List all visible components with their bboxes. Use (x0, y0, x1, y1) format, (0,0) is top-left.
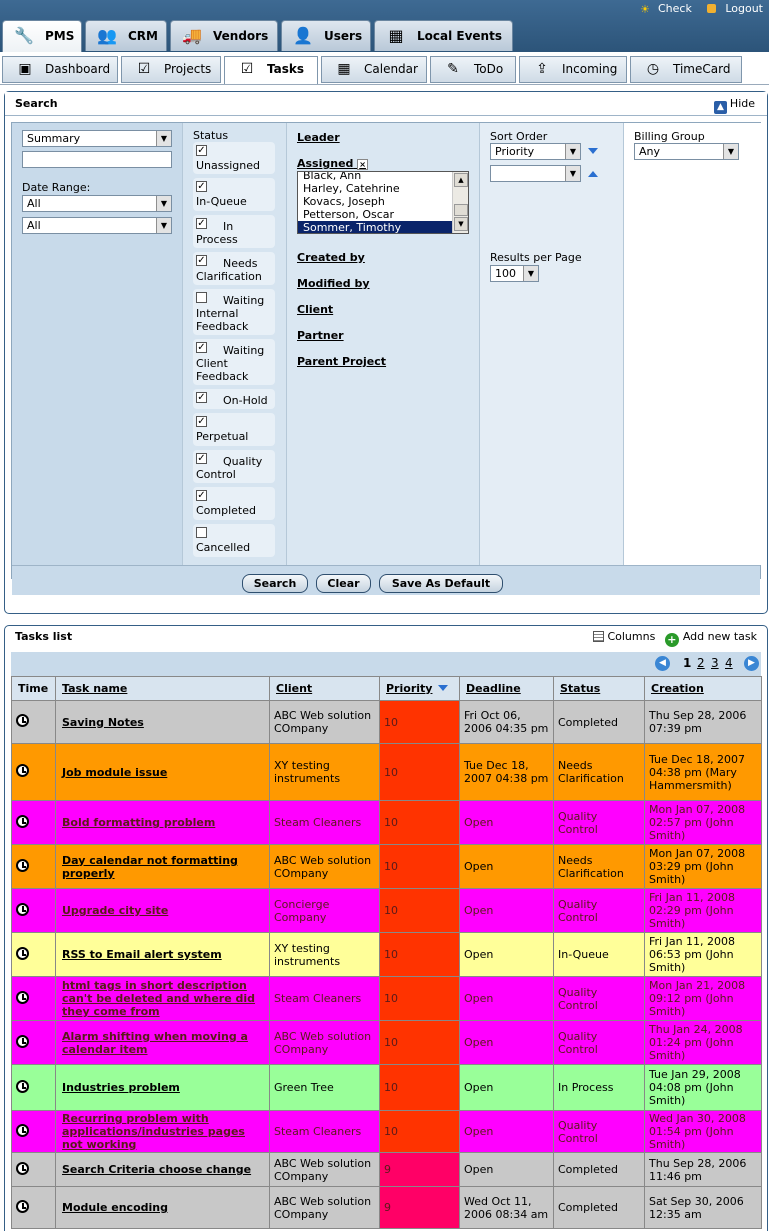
status-cell: Quality Control (554, 1021, 645, 1065)
deadline-cell: Open (460, 801, 554, 845)
list-item-selected[interactable]: Sommer, Timothy (298, 221, 453, 234)
list-item[interactable]: Kovacs, Joseph (303, 195, 385, 208)
status-filter (182, 123, 286, 565)
clock-icon[interactable] (16, 714, 29, 727)
chevron-down-icon: ▼ (523, 266, 538, 281)
status-cell: Quality Control (554, 801, 645, 845)
status-cell: Quality Control (554, 1111, 645, 1153)
people-filter (286, 123, 479, 565)
task-name-cell[interactable]: RSS to Email alert system (56, 933, 270, 977)
subtab-tasks[interactable]: ☑ Tasks (224, 56, 318, 84)
creation-cell: Thu Sep 28, 2006 11:46 pm (645, 1153, 762, 1187)
creation-cell: Fri Jan 11, 2008 06:53 pm (John Smith) (645, 933, 762, 977)
users-icon: 👤 (293, 26, 313, 45)
deadline-cell: Open (460, 1153, 554, 1187)
task-name-cell[interactable]: Module encoding (56, 1187, 270, 1229)
billing-group-label: Billing Group (634, 130, 705, 143)
col-time: Time (12, 677, 56, 701)
logout-link[interactable]: Logout (701, 2, 763, 15)
search-button[interactable]: Search (242, 574, 308, 593)
sort-settings (479, 123, 623, 565)
search-title: Search (15, 97, 58, 110)
table-row[interactable] (12, 1065, 762, 1111)
parent-project-link[interactable]: Parent Project (297, 355, 387, 368)
tab-crm[interactable]: 👥 CRM (85, 20, 167, 51)
status-in-process[interactable]: ✓ In Process (193, 215, 275, 248)
status-cell: In Process (554, 1065, 645, 1111)
incoming-icon: ⇪ (536, 61, 548, 77)
priority-cell: 10 (380, 977, 460, 1021)
sub-nav (0, 52, 769, 85)
subtab-projects[interactable]: ☑ Projects (121, 56, 221, 83)
status-unassigned[interactable]: ✓ Unassigned (193, 142, 275, 174)
events-icon: ▦ (388, 26, 404, 45)
status-cell: Completed (554, 701, 645, 744)
client-cell: ABC Web solution COmpany (270, 1153, 380, 1187)
save-as-default-button[interactable]: Save As Default (379, 574, 503, 593)
table-row[interactable] (12, 744, 762, 801)
assigned-listbox[interactable] (297, 171, 469, 234)
deadline-cell: Tue Dec 18, 2007 04:38 pm (460, 744, 554, 801)
deadline-cell: Open (460, 889, 554, 933)
client-cell: XY testing instruments (270, 933, 380, 977)
tab-local-events[interactable]: ▦ Local Events (374, 20, 513, 51)
deadline-cell: Open (460, 1021, 554, 1065)
table-row[interactable] (12, 701, 762, 744)
chevron-down-icon: ▼ (156, 196, 171, 211)
checkbox-checked[interactable]: ✓ (197, 255, 206, 266)
sort-order-select-2[interactable] (490, 165, 581, 182)
clear-button[interactable]: Clear (316, 574, 371, 593)
search-text-input[interactable] (22, 151, 172, 168)
client-cell: Steam Cleaners (270, 801, 380, 845)
clock-icon[interactable] (16, 1162, 29, 1175)
deadline-cell: Fri Oct 06, 2006 04:35 pm (460, 701, 554, 744)
creation-cell: Thu Jan 24, 2008 01:24 pm (John Smith) (645, 1021, 762, 1065)
time-cell (12, 801, 56, 845)
top-links (628, 2, 763, 15)
subtab-dashboard[interactable]: ▣ Dashboard (2, 56, 118, 83)
sort-desc-icon (438, 685, 448, 691)
task-name-cell[interactable]: Alarm shifting when moving a calendar item (56, 1021, 270, 1065)
results-per-page-label: Results per Page (490, 251, 582, 264)
creation-cell: Mon Jan 07, 2008 03:29 pm (John Smith) (645, 845, 762, 889)
task-name-cell[interactable]: Recurring problem with applications/industries pages not working (56, 1111, 270, 1153)
creation-cell: Tue Jan 29, 2008 04:08 pm (John Smith) (645, 1065, 762, 1111)
task-name-cell[interactable]: Job module issue (56, 744, 270, 801)
clear-icon[interactable]: × (359, 160, 366, 169)
priority-cell: 10 (380, 701, 460, 744)
creation-cell: Wed Jan 30, 2008 01:54 pm (John Smith) (645, 1111, 762, 1153)
tab-users[interactable]: 👤 Users (281, 20, 371, 51)
time-cell (12, 1065, 56, 1111)
priority-cell: 9 (380, 1187, 460, 1229)
logout-icon (707, 4, 716, 13)
tasks-header (5, 626, 767, 648)
time-cell (12, 744, 56, 801)
priority-cell: 10 (380, 1065, 460, 1111)
status-in-queue[interactable]: ✓ In-Queue (193, 178, 275, 211)
time-cell (12, 845, 56, 889)
search-form (11, 122, 761, 590)
list-item[interactable]: Petterson, Oscar (303, 208, 395, 221)
next-page-icon[interactable]: ▶ (744, 656, 759, 671)
checkbox-checked[interactable]: ✓ (197, 342, 206, 353)
deadline-cell: Open (460, 845, 554, 889)
task-name-cell[interactable]: Search Criteria choose change (56, 1153, 270, 1187)
checkbox-checked[interactable]: ✓ (197, 416, 206, 427)
tasks-title: Tasks list (15, 630, 73, 643)
columns-icon (593, 631, 604, 642)
people-icon: 👥 (97, 26, 117, 45)
subtab-todo[interactable]: ✎ ToDo (430, 56, 516, 83)
client-cell: ABC Web solution COmpany (270, 1021, 380, 1065)
checkbox-checked[interactable]: ✓ (197, 145, 206, 156)
status-cell: Needs Clarification (554, 845, 645, 889)
priority-cell: 10 (380, 1111, 460, 1153)
pagination (11, 652, 761, 676)
status-completed[interactable]: ✓ Completed (193, 487, 275, 520)
field-select[interactable]: Summary ▼ (22, 130, 172, 147)
client-cell: Concierge Company (270, 889, 380, 933)
task-name-cell[interactable]: Upgrade city site (56, 889, 270, 933)
priority-cell: 10 (380, 744, 460, 801)
modified-by-link[interactable]: Modified by (297, 277, 370, 290)
priority-cell: 9 (380, 1153, 460, 1187)
time-cell (12, 977, 56, 1021)
table-row[interactable] (12, 1187, 762, 1229)
table-row[interactable] (12, 889, 762, 933)
clock-icon[interactable] (16, 1200, 29, 1213)
clock-icon[interactable] (16, 859, 29, 872)
partner-link[interactable]: Partner (297, 329, 344, 342)
chevron-down-icon: ▼ (156, 131, 171, 146)
priority-cell: 10 (380, 845, 460, 889)
chevron-down-icon: ▼ (723, 144, 738, 159)
tools-icon: 🔧 (14, 26, 34, 45)
search-panel (4, 91, 768, 614)
page-2[interactable]: 2 (697, 656, 705, 670)
sort-desc-icon[interactable] (588, 148, 598, 154)
table-row[interactable] (12, 801, 762, 845)
checkbox-checked[interactable]: ✓ (197, 453, 206, 464)
table-row[interactable] (12, 1021, 762, 1065)
priority-cell: 10 (380, 801, 460, 845)
tasks-tools (593, 626, 757, 648)
time-cell (12, 933, 56, 977)
deadline-cell: Open (460, 1065, 554, 1111)
list-item[interactable]: Harley, Catehrine (303, 182, 400, 195)
deadline-cell: Open (460, 977, 554, 1021)
projects-icon: ☑ (137, 61, 151, 77)
table-row[interactable] (12, 845, 762, 889)
tasks-icon: ☑ (240, 61, 254, 77)
subtab-timecard[interactable]: ◷ TimeCard (630, 56, 742, 83)
hide-button[interactable]: ▲ Hide (714, 92, 755, 116)
date-range-label: Date Range: (22, 181, 91, 194)
listbox-scrollbar[interactable] (452, 172, 468, 233)
deadline-cell: Open (460, 1111, 554, 1153)
time-cell (12, 889, 56, 933)
status-cell: Quality Control (554, 977, 645, 1021)
time-cell (12, 1111, 56, 1153)
columns-button[interactable]: Columns (593, 630, 655, 643)
time-cell (12, 701, 56, 744)
task-name-cell[interactable]: Saving Notes (56, 701, 270, 744)
prev-page-icon[interactable]: ◀ (655, 656, 670, 671)
clock-icon[interactable] (16, 764, 29, 777)
billing-group-select[interactable]: Any ▼ (634, 143, 739, 160)
search-button-bar (12, 565, 760, 595)
time-cell (12, 1153, 56, 1187)
deadline-cell: Wed Oct 11, 2006 08:34 am (460, 1187, 554, 1229)
checkbox-unchecked[interactable] (196, 527, 207, 538)
col-task-name[interactable]: Task name (56, 677, 270, 701)
status-cancelled[interactable]: Cancelled (193, 524, 275, 557)
checkbox-checked[interactable]: ✓ (197, 218, 206, 229)
client-cell: Steam Cleaners (270, 977, 380, 1021)
col-priority[interactable]: Priority (380, 677, 460, 701)
created-by-link[interactable]: Created by (297, 251, 365, 264)
client-cell: ABC Web solution COmpany (270, 701, 380, 744)
status-perpetual[interactable]: ✓ Perpetual (193, 413, 275, 446)
check-link[interactable]: ☀ Check (639, 2, 692, 16)
search-header (5, 92, 767, 116)
status-cell: In-Queue (554, 933, 645, 977)
client-cell: XY testing instruments (270, 744, 380, 801)
status-cell: Completed (554, 1187, 645, 1229)
clock-icon[interactable] (16, 903, 29, 916)
task-name-cell[interactable]: html tags in short description can't be deleted and where did they come from (56, 977, 270, 1021)
table-row[interactable] (12, 933, 762, 977)
creation-cell: Sat Sep 30, 2006 12:35 am (645, 1187, 762, 1229)
checkbox-checked[interactable]: ✓ (197, 392, 206, 403)
page-4[interactable]: 4 (725, 656, 733, 670)
creation-cell: Mon Jan 21, 2008 09:12 pm (John Smith) (645, 977, 762, 1021)
clock-icon[interactable] (16, 1035, 29, 1048)
client-cell: Steam Cleaners (270, 1111, 380, 1153)
sort-order-label: Sort Order (490, 130, 548, 143)
col-deadline[interactable]: Deadline (460, 677, 554, 701)
status-cell: Completed (554, 1153, 645, 1187)
table-row[interactable] (12, 1153, 762, 1187)
creation-cell: Thu Sep 28, 2006 07:39 pm (645, 701, 762, 744)
client-link[interactable]: Client (297, 303, 334, 316)
task-name-cell[interactable]: Industries problem (56, 1065, 270, 1111)
priority-cell: 10 (380, 1021, 460, 1065)
priority-cell: 10 (380, 889, 460, 933)
creation-cell: Fri Jan 11, 2008 02:29 pm (John Smith) (645, 889, 762, 933)
calendar-icon: ▦ (337, 61, 351, 77)
creation-cell: Mon Jan 07, 2008 02:57 pm (John Smith) (645, 801, 762, 845)
creation-cell: Tue Dec 18, 2007 04:38 pm (Mary Hammersmith) (645, 744, 762, 801)
plus-icon: + (665, 633, 679, 647)
status-on-hold[interactable]: ✓ On-Hold (193, 389, 275, 409)
sort-asc-icon[interactable] (588, 171, 598, 177)
status-quality-control[interactable]: ✓ Quality Control (193, 450, 275, 483)
date-range-select-2[interactable]: All ▼ (22, 217, 172, 234)
clock-icon[interactable] (16, 815, 29, 828)
table-row[interactable] (12, 977, 762, 1021)
top-header (0, 0, 769, 52)
assigned-link[interactable]: Assigned × (297, 157, 366, 170)
client-cell: Green Tree (270, 1065, 380, 1111)
status-waiting-internal[interactable]: Waiting Internal Feedback (193, 289, 275, 335)
checkbox-checked[interactable]: ✓ (197, 181, 206, 192)
sun-icon: ☀ (639, 3, 650, 16)
vendors-icon: 🚚 (182, 26, 202, 45)
status-needs-clarification[interactable]: ✓ Needs Clarification (193, 252, 275, 285)
clock-icon[interactable] (16, 947, 29, 960)
status-label: Status (193, 129, 229, 142)
tab-pms[interactable]: 🔧 PMS (2, 20, 82, 52)
tasks-table (11, 676, 762, 1229)
chevron-down-icon: ▼ (565, 166, 580, 181)
time-cell (12, 1021, 56, 1065)
page-3[interactable]: 3 (711, 656, 719, 670)
priority-cell: 10 (380, 933, 460, 977)
list-item[interactable]: Black, Ann (303, 171, 362, 182)
chevron-down-icon: ▼ (156, 218, 171, 233)
deadline-cell: Open (460, 933, 554, 977)
table-header-row (12, 677, 762, 701)
tab-vendors[interactable]: 🚚 Vendors (170, 20, 278, 51)
task-name-cell[interactable]: Day calendar not formatting properly (56, 845, 270, 889)
status-waiting-client[interactable]: ✓ Waiting Client Feedback (193, 339, 275, 385)
chevron-down-icon: ▼ (565, 144, 580, 159)
clock-icon[interactable] (16, 1080, 29, 1093)
date-range-select-1[interactable]: All ▼ (22, 195, 172, 212)
dashboard-icon: ▣ (18, 61, 32, 77)
todo-icon: ✎ (447, 61, 459, 77)
collapse-icon: ▲ (714, 101, 727, 114)
status-cell: Needs Clarification (554, 744, 645, 801)
table-row[interactable] (12, 1111, 762, 1153)
col-creation[interactable]: Creation (645, 677, 762, 701)
scroll-thumb[interactable] (454, 204, 468, 216)
scroll-up-icon[interactable]: ▲ (454, 173, 468, 187)
page-1[interactable]: 1 (683, 656, 692, 670)
col-client[interactable]: Client (270, 677, 380, 701)
client-cell: ABC Web solution COmpany (270, 845, 380, 889)
scroll-down-icon[interactable]: ▼ (454, 217, 468, 231)
subtab-incoming[interactable]: ⇪ Incoming (519, 56, 627, 83)
add-task-button[interactable]: + Add new task (659, 630, 757, 643)
search-col-fields (12, 123, 182, 565)
clock-icon[interactable] (16, 991, 29, 1004)
clock-icon: ◷ (646, 61, 660, 77)
col-status[interactable]: Status (554, 677, 645, 701)
client-cell: ABC Web solution COmpany (270, 1187, 380, 1229)
leader-link[interactable]: Leader (297, 131, 340, 144)
tasks-panel (4, 625, 768, 1231)
subtab-calendar[interactable]: ▦ Calendar (321, 56, 427, 83)
checkbox-checked[interactable]: ✓ (197, 490, 206, 501)
billing-settings (623, 123, 762, 565)
time-cell (12, 1187, 56, 1229)
sort-order-select-1[interactable]: Priority ▼ (490, 143, 581, 160)
results-per-page-select[interactable]: 100 ▼ (490, 265, 539, 282)
status-cell: Quality Control (554, 889, 645, 933)
task-name-cell[interactable]: Bold formatting problem (56, 801, 270, 845)
clock-icon[interactable] (16, 1124, 29, 1137)
